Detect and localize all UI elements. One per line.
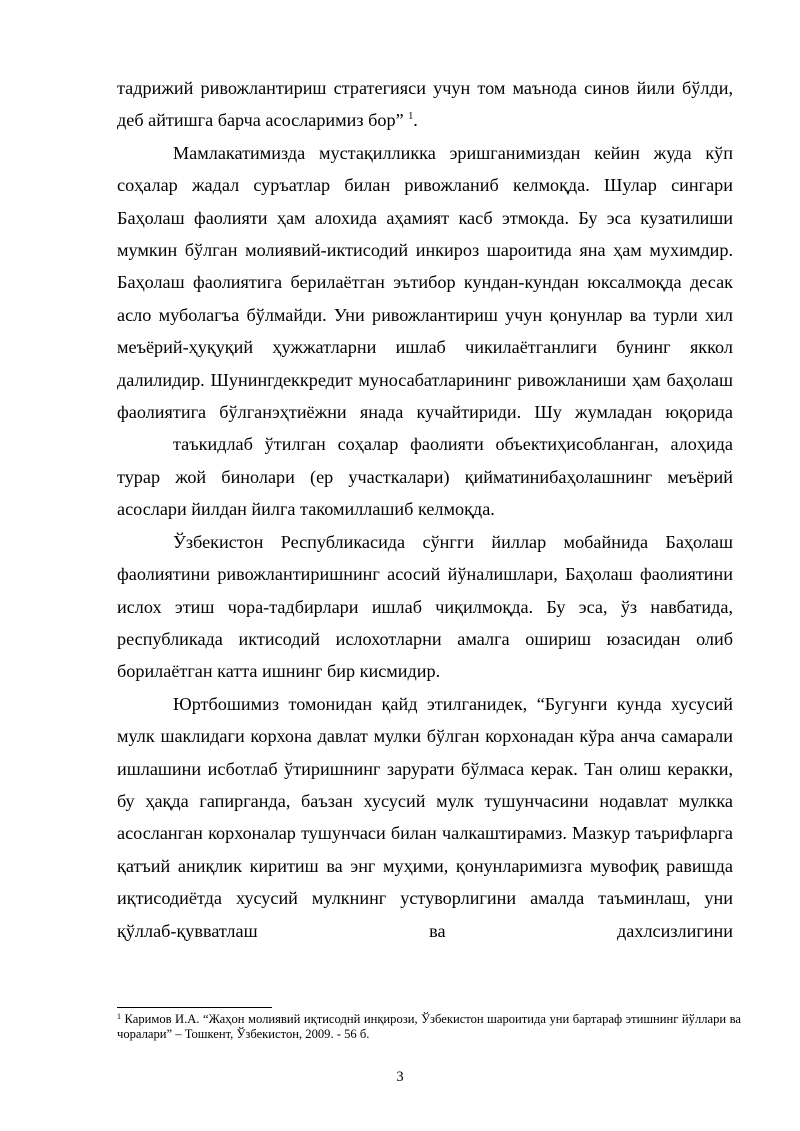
paragraph-continued	[117, 72, 733, 137]
footnote-marker: 1	[117, 1012, 121, 1021]
paragraph-end-punctuation: .	[413, 110, 418, 131]
paragraph: Ўзбекистон Республикасида сўнгги йиллар мобайнида Баҳолаш фаолиятини ривожлантиришнинг асосий йўналишлари, Баҳолаш фаолиятини ислох этиш чора-тадбирлари ишлаб чиқилмоқда. Бу эса, ўз навбатида, республикада иктисодий ислохотларни амалга ошириш юзасидан олиб борилаётган катта ишнинг бир кисмидир.	[117, 531, 733, 682]
paragraph: Юртбошимиз томонидан қайд этилганидек, “Бугунги кунда хусусий мулк шаклидаги корхона давлат мулки бўлган корхонадан кўра анча самарали ишлашини исботлаб ўтиришнинг зарурати бўлмаса керак. Тан олиш керакки, бу ҳақда гапирганда, баъзан хусусий мулк тушунчасини нодавлат мулкка асосланган корхоналар тушунчаси билан чалкаштирамиз. Мазкур таърифларга қатъий аниқлик киритиш ва энг муҳими, қонунларимизга мувофиқ равишда иқтисодиётда хусусий мулкнинг устуворлигини амалда таъминлаш, уни қўллаб-қувватлаш ва дахлсизлигини	[117, 693, 733, 941]
body-text	[117, 72, 733, 947]
paragraph: таъкидлаб ўтилган соҳалар фаолияти объектиҳисобланган, алоҳида турар жой бинолари (ер участкалари) қийматинибаҳолашнинг меъёрий асослари йилдан йилга такомиллашиб келмоқда.	[117, 434, 733, 520]
footnote-text: Каримов И.А. “Жаҳон молиявий иқтисоднй инқирози, Ўзбекистон шароитида уни бартараф этишнинг йўллари ва чоралари” – Тошкент, Ўзбекистон, 2009. - 56 б.	[117, 1012, 741, 1041]
page-number: 3	[396, 1069, 404, 1085]
footnote	[117, 1012, 741, 1041]
paragraph: Мамлакатимизда мустақилликка эришганимиздан кейин жуда кўп соҳалар жадал суръатлар билан ривожланиб келмоқда. Шулар сингари Баҳолаш фаолияти ҳам алохида аҳамият касб этмокда. Бу эса кузатилиши мумкин бўлган молиявий-иктисодий инкироз шароитида яна ҳам мухимдир. Баҳолаш фаолиятига берилаётган эътибор кундан-кундан юксалмоқда десак асло муболагъа бўлмайди. Уни ривожлантириш учун қонунлар ва турли хил меъёрий-ҳуқуқий ҳужжатларни ишлаб чикилаётганлиги бунинг яккол далилидир. Шунингдеккредит муносабатларининг ривожланиши ҳам баҳолаш фаолиятига бўлганэҳтиёжни янада кучайтириди. Шу жумладан юқорида	[117, 142, 733, 423]
footnote-separator	[117, 1007, 272, 1008]
footnote-reference: 1	[408, 111, 414, 123]
paragraph-text: тадрижий ривожлантириш стратегияси учун том маънода синов йили бўлди, деб айтишга барча асосларимиз бор”	[117, 78, 733, 131]
